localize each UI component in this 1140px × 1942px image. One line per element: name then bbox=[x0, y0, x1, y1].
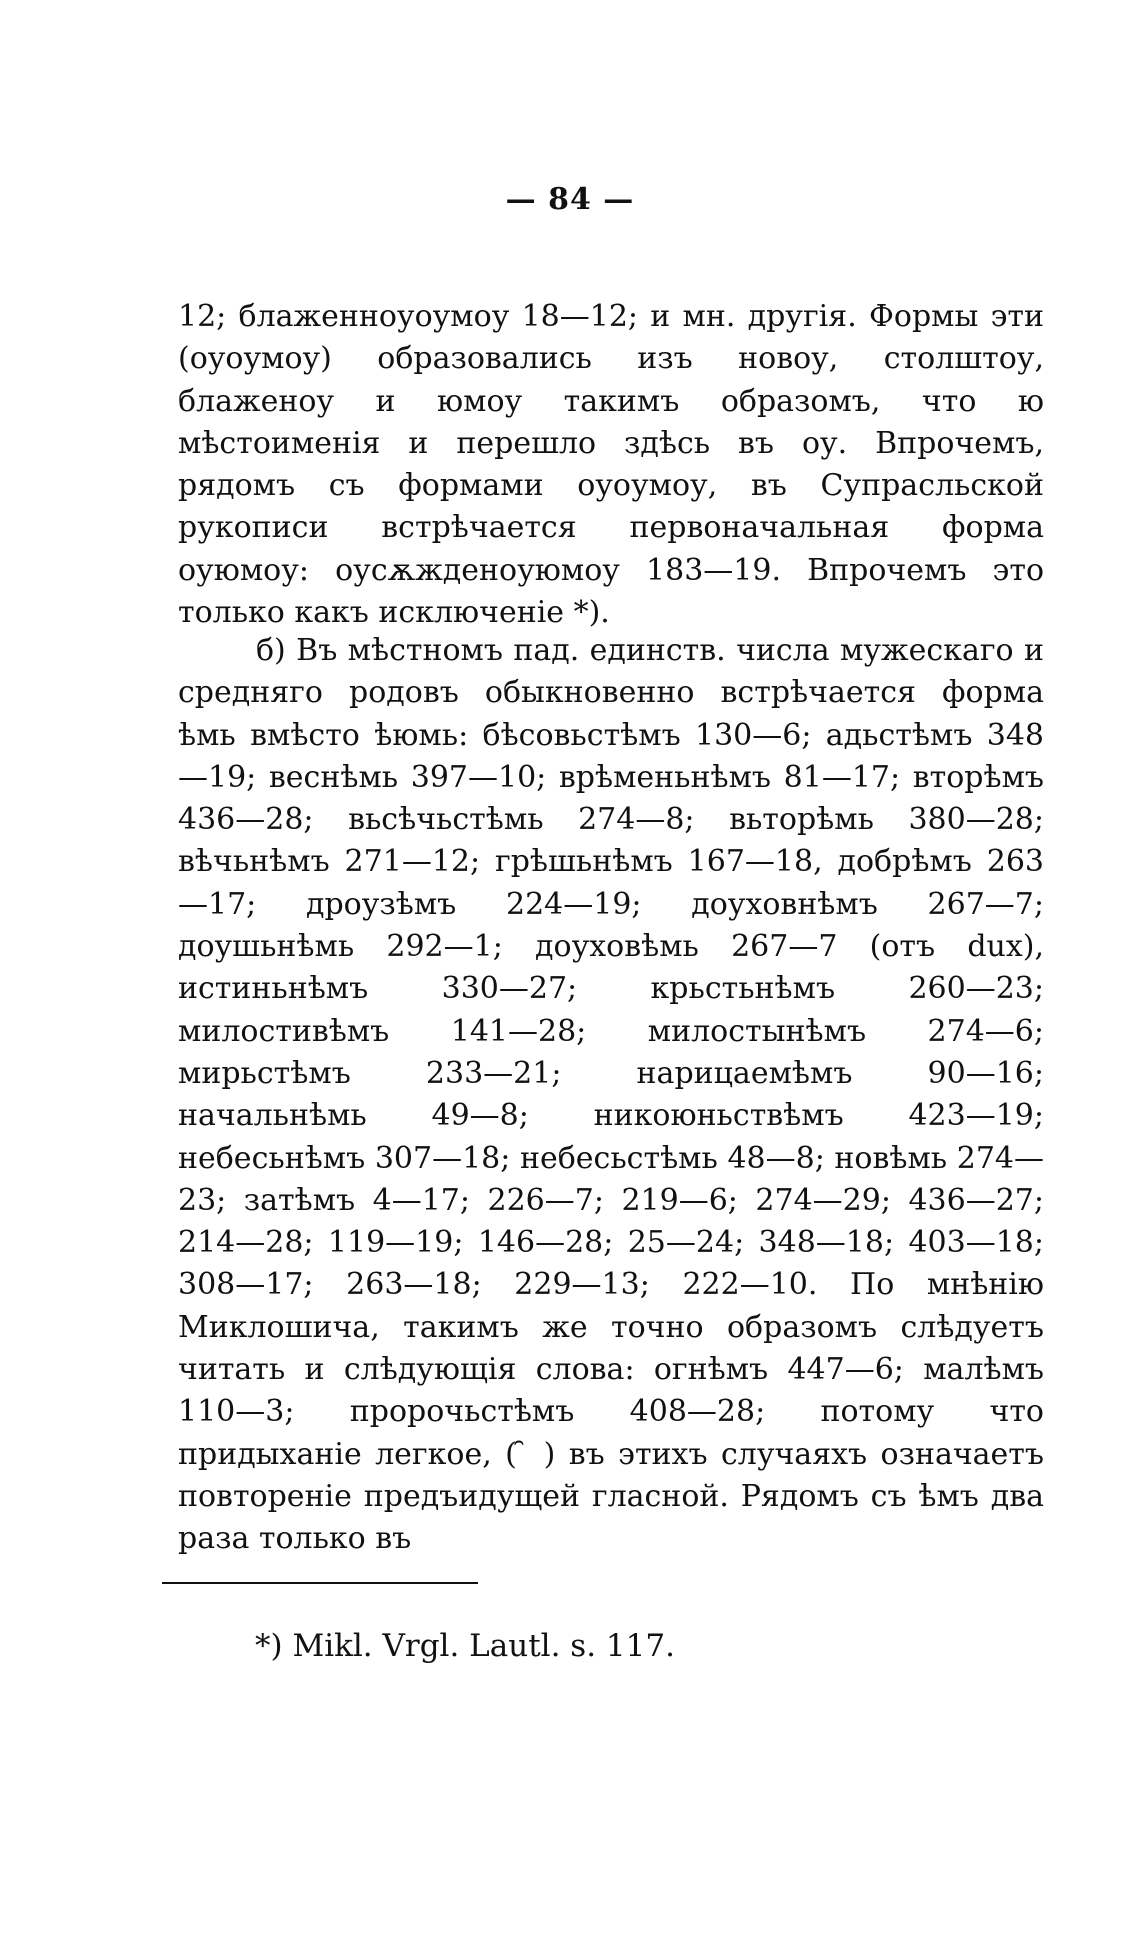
paragraph-continuation: 12; блаженноуоумоу 18—12; и мн. другія. Формы эти (оуоумоу) образовались изъ новоу, столштоу, блаженоу и юмоу такимъ образомъ, что ю мѣстоименія и перешло здѣсь въ оу. Впрочемъ, рядомъ съ формами оуоумоу, въ Супрасльской рукописи встрѣчается первоначальная форма оуюмоу: оусѫжденоуюмоу 183—19. Впрочемъ это только какъ исключеніе *). bbox=[178, 299, 1044, 631]
paragraph-locative: б) Въ мѣстномъ пад. единств. числа мужескаго и средняго родовъ обыкновенно встрѣчается форма ѣмь вмѣсто ѣюмь: бѣсовьстѣмъ 130—6; адьстѣмъ 348—19; веснѣмь 397—10; врѣменьнѣмъ 81—17; вторѣмъ 436—28; вьсѣчьстѣмь 274—8; вьторѣмь 380—28; вѣчьнѣмъ 271—12; грѣшьнѣмъ 167—18, добрѣмъ 263—17; дроузѣмъ 224—19; доуховнѣмъ 267—7; доушьнѣмь 292—1; доуховѣмь 267—7 (отъ dux), истиньнѣмъ 330—27; крьстьнѣмъ 260—23; милостивѣмъ 141—28; милостынѣмъ 274—6; мирьстѣмъ 233—21; нарицаемѣмъ 90—16; начальнѣмь 49—8; никоюньствѣмъ 423—19; небесьнѣмъ 307—18; небесьстѣмь 48—8; новѣмь 274—23; затѣмъ 4—17; 226—7; 219—6; 274—29; 436—27; 214—28; 119—19; 146—28; 25—24; 348—18; 403—18; 308—17; 263—18; 229—13; 222—10. По мнѣнію Миклошича, такимъ же точно образомъ слѣдуетъ читать и слѣдующія слова: огнѣмъ 447—6; малѣмъ 110—3; пророчьстѣмъ 408—28; потому что придыханіе легкое, ( ̑ ) въ этихъ случаяхъ означаетъ повтореніе предъидущей гласной. Рядомъ съ ѣмъ два раза только въ bbox=[178, 633, 1044, 1557]
page-number: — 84 — bbox=[505, 182, 635, 217]
footnote-divider bbox=[162, 1582, 478, 1584]
footnote: *) Mikl. Vrgl. Lautl. s. 117. bbox=[255, 1628, 675, 1664]
